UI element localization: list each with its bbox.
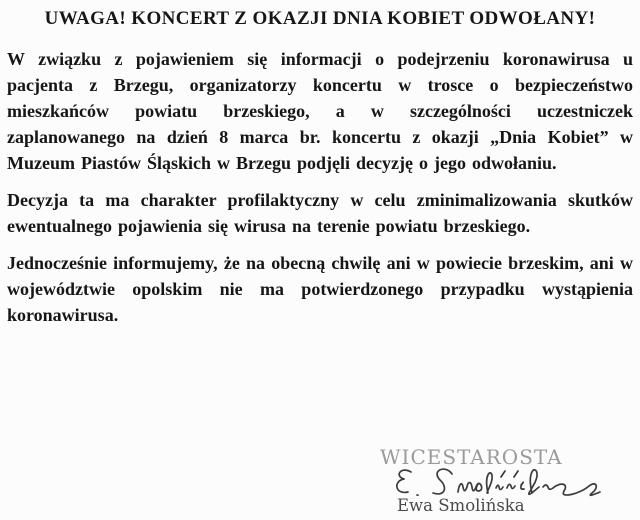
paragraph-preventive-decision: Decyzja ta ma charakter profilaktyczny w celu zminimalizowania skutków ewentualnego pojawienia się wirusa na terenie powiatu brzeskiego.	[7, 190, 633, 236]
document-title: UWAGA! KONCERT Z OKAZJI DNIA KOBIET ODWOŁANY!	[44, 8, 596, 29]
paragraph-no-confirmed-cases: Jednocześnie informujemy, że na obecną chwilę ani w powiecie brzeskim, ani w województwie opolskim nie ma potwierdzonego przypadku wystąpienia koronawirusa.	[7, 253, 633, 325]
signature-block	[0, 443, 640, 520]
paragraph-cancellation-reason: W związku z pojawieniem się informacji o podejrzeniu koronawirusa u pacjenta z Brzegu, organizatorzy koncertu w trosce o bezpieczeństwo mieszkańców powiatu brzeskiego, a w szczególności uczestniczek zaplanowanego na dzień 8 marca br. koncertu z okazji „Dnia Kobiet” w Muzeum Piastów Śląskich w Brzegu podjęli decyzję o jego odwołaniu.	[7, 49, 633, 173]
signature-role-title: WICESTAROSTA	[380, 445, 563, 469]
signature-printed-name: Ewa Smolińska	[397, 496, 525, 515]
